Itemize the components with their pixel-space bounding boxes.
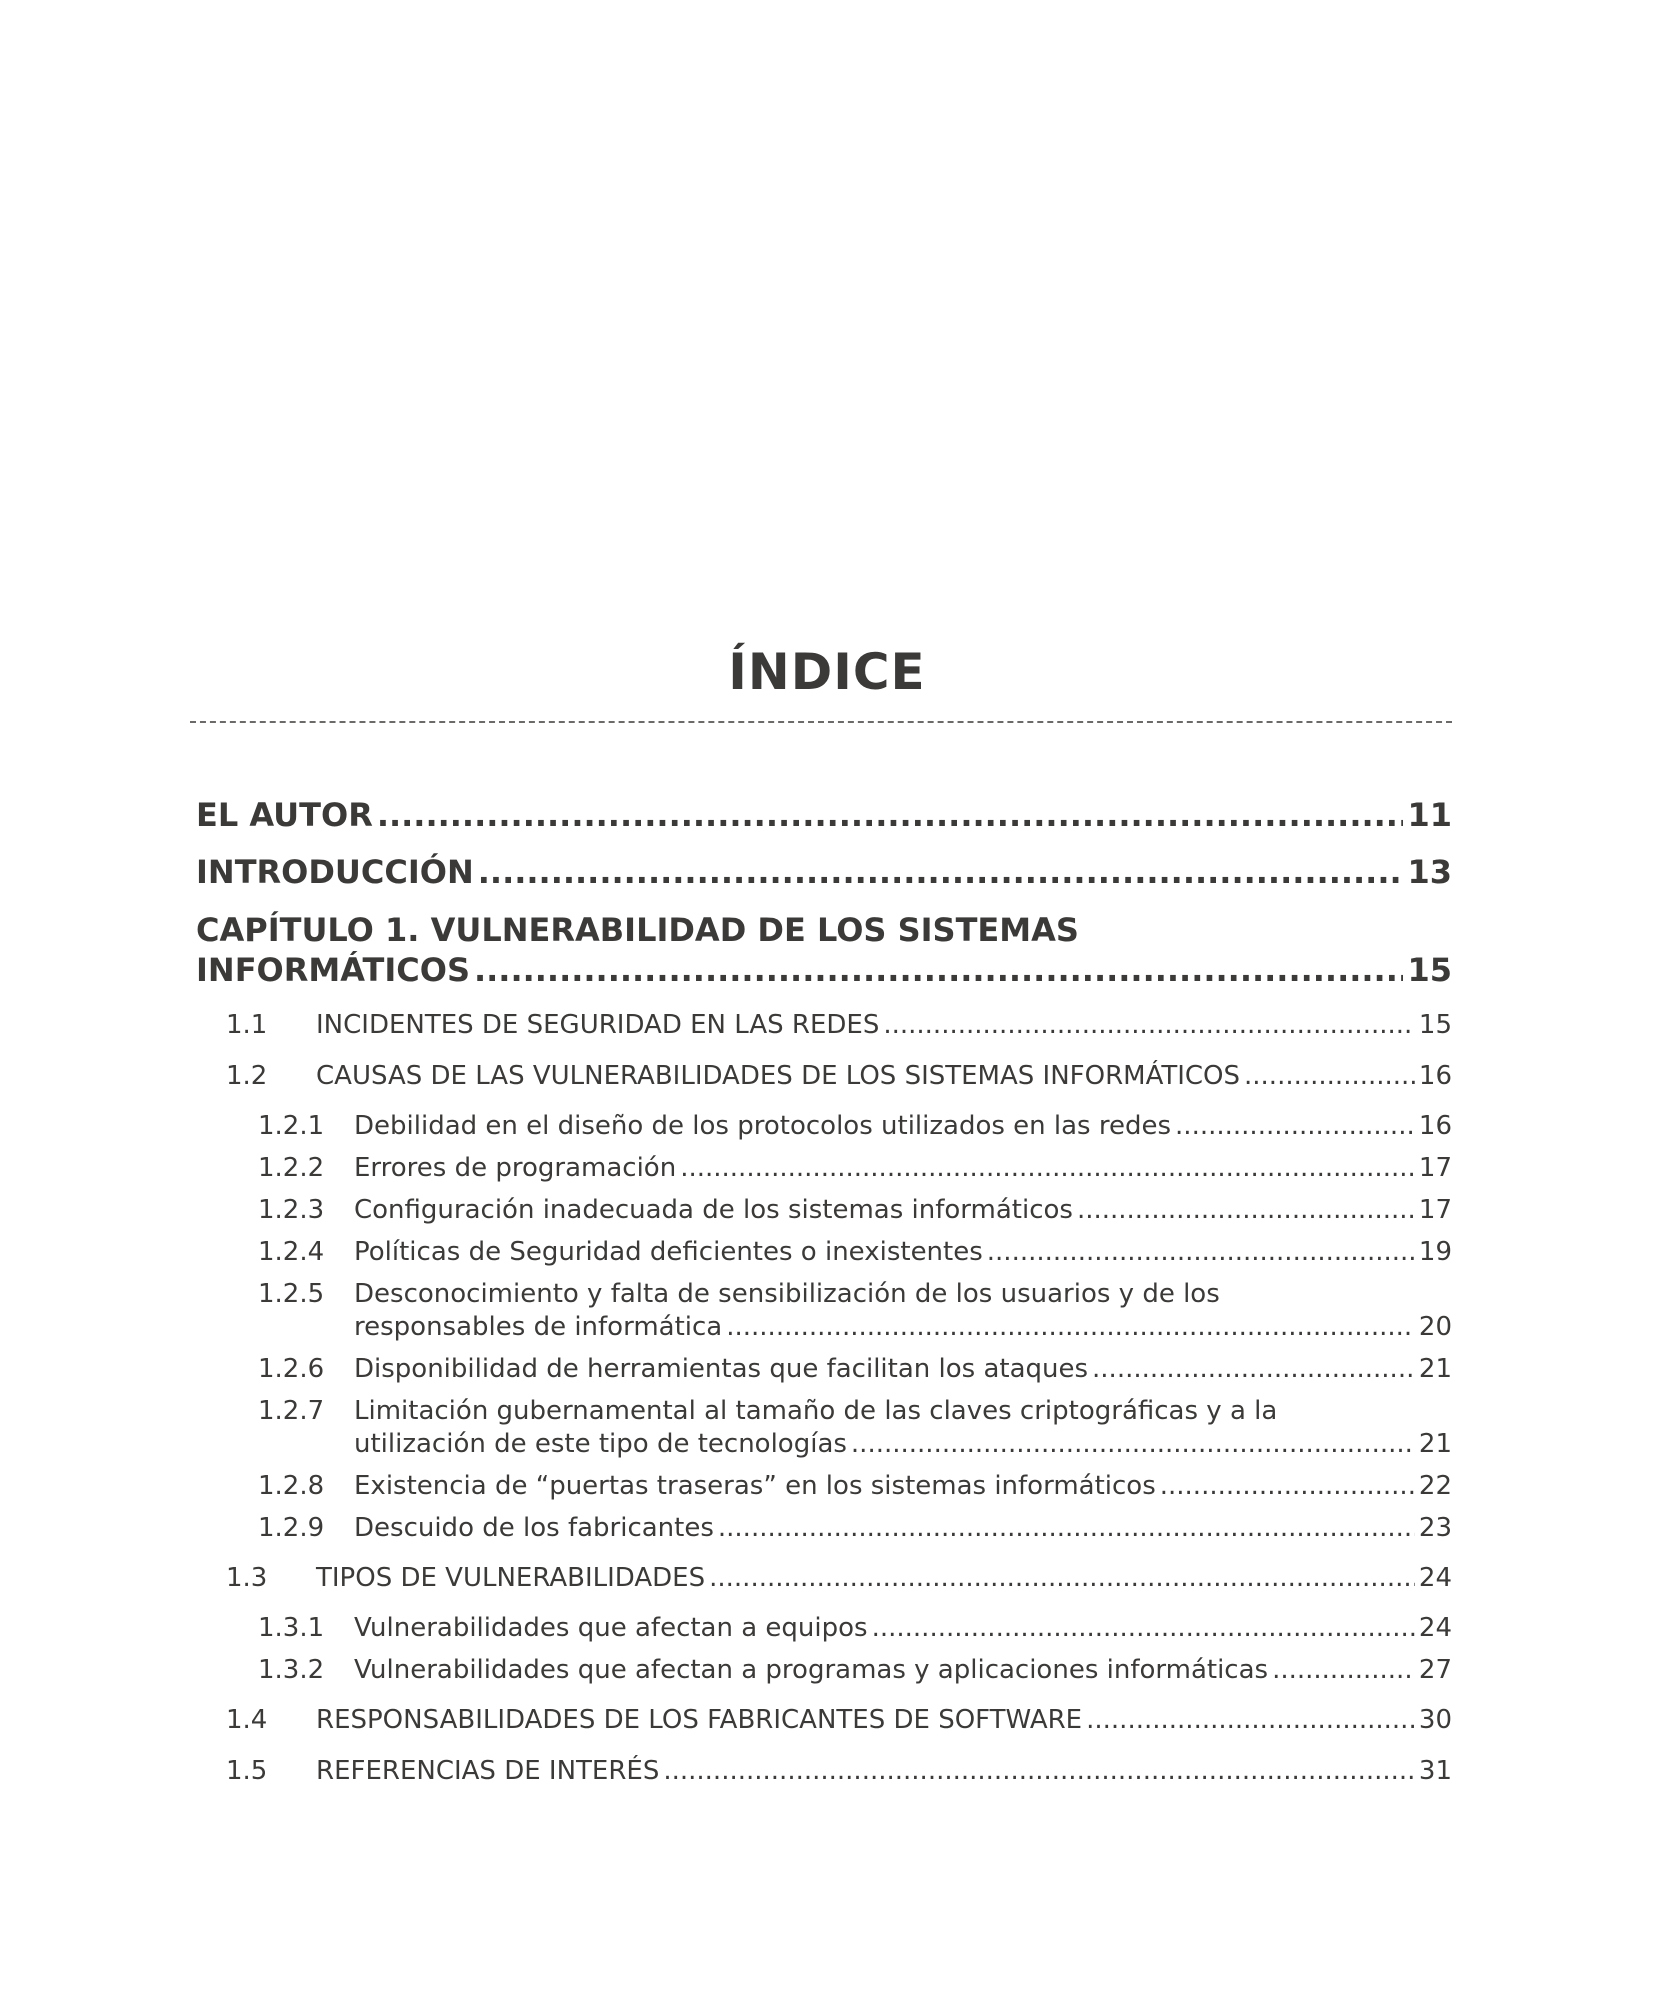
toc-page-number: 17 xyxy=(1418,1195,1452,1225)
toc-number: 1.2 xyxy=(226,1061,268,1091)
toc-leader xyxy=(726,1312,1415,1342)
toc-label: Descuido de los fabricantes xyxy=(354,1513,714,1543)
toc-label: Vulnerabilidades que afectan a equipos xyxy=(354,1613,868,1643)
toc-page-number: 31 xyxy=(1418,1756,1452,1786)
toc-leader xyxy=(718,1513,1415,1543)
toc-label: Debilidad en el diseño de los protocolos utilizados en las redes xyxy=(354,1111,1172,1141)
toc-page-number: 30 xyxy=(1418,1705,1452,1735)
toc-page-number: 21 xyxy=(1418,1354,1452,1384)
toc-leader xyxy=(1175,1111,1415,1141)
toc-leader xyxy=(663,1756,1415,1786)
toc-number: 1.3.2 xyxy=(258,1655,325,1685)
toc-leader xyxy=(709,1563,1415,1593)
toc-number: 1.2.7 xyxy=(258,1396,325,1426)
toc-leader xyxy=(478,853,1404,891)
toc-page-number: 19 xyxy=(1418,1237,1452,1267)
toc-label: CAPÍTULO 1. VULNERABILIDAD DE LOS SISTEMAS xyxy=(196,911,1079,949)
toc-number: 1.5 xyxy=(226,1756,268,1786)
toc-number: 1.2.3 xyxy=(258,1195,325,1225)
toc-page-number: 20 xyxy=(1418,1312,1452,1342)
toc-number: 1.3 xyxy=(226,1563,268,1593)
toc-label: RESPONSABILIDADES DE LOS FABRICANTES DE SOFTWARE xyxy=(316,1705,1083,1735)
page-title: ÍNDICE xyxy=(728,643,926,701)
toc-leader xyxy=(1160,1471,1415,1501)
toc-label: REFERENCIAS DE INTERÉS xyxy=(316,1756,660,1786)
toc-page-number: 16 xyxy=(1418,1061,1452,1091)
toc-leader xyxy=(1244,1061,1415,1091)
toc-leader xyxy=(680,1153,1415,1183)
toc-page-number: 11 xyxy=(1407,796,1452,834)
toc-label: utilización de este tipo de tecnologías xyxy=(354,1429,847,1459)
toc-label: Limitación gubernamental al tamaño de las claves criptográficas y a la xyxy=(354,1396,1278,1426)
toc-label: responsables de informática xyxy=(354,1312,723,1342)
toc-label: EL AUTOR xyxy=(196,796,373,834)
toc-page-number: 15 xyxy=(1418,1010,1452,1040)
toc-leader xyxy=(883,1010,1415,1040)
toc-number: 1.2.2 xyxy=(258,1153,325,1183)
toc-label: Disponibilidad de herramientas que facilitan los ataques xyxy=(354,1354,1089,1384)
toc-label: INFORMÁTICOS xyxy=(196,951,470,989)
toc-leader xyxy=(1077,1195,1415,1225)
toc-page-number: 27 xyxy=(1418,1655,1452,1685)
toc-leader xyxy=(1092,1354,1415,1384)
toc-page-number: 22 xyxy=(1418,1471,1452,1501)
toc-label: TIPOS DE VULNERABILIDADES xyxy=(316,1563,706,1593)
toc-number: 1.2.8 xyxy=(258,1471,325,1501)
toc-page-number: 24 xyxy=(1418,1563,1452,1593)
toc-leader xyxy=(851,1429,1415,1459)
toc-label: Políticas de Seguridad deficientes o inexistentes xyxy=(354,1237,983,1267)
toc-label: Desconocimiento y falta de sensibilización de los usuarios y de los xyxy=(354,1279,1220,1309)
toc-leader xyxy=(987,1237,1415,1267)
toc-page-number: 21 xyxy=(1418,1429,1452,1459)
title-divider xyxy=(190,721,1452,723)
toc-number: 1.4 xyxy=(226,1705,268,1735)
toc-page-number: 24 xyxy=(1418,1613,1452,1643)
toc-page-number: 17 xyxy=(1418,1153,1452,1183)
toc-number: 1.2.1 xyxy=(258,1111,325,1141)
toc-label: INTRODUCCIÓN xyxy=(196,853,474,891)
toc-number: 1.2.4 xyxy=(258,1237,325,1267)
toc-number: 1.1 xyxy=(226,1010,268,1040)
toc-label: Errores de programación xyxy=(354,1153,677,1183)
toc-leader xyxy=(377,796,1404,834)
toc-leader xyxy=(1272,1655,1415,1685)
toc-label: Vulnerabilidades que afectan a programas y aplicaciones informáticas xyxy=(354,1655,1269,1685)
toc-number: 1.2.6 xyxy=(258,1354,325,1384)
toc-page-number: 16 xyxy=(1418,1111,1452,1141)
toc-label: CAUSAS DE LAS VULNERABILIDADES DE LOS SISTEMAS INFORMÁTICOS xyxy=(316,1061,1241,1091)
toc-label: Configuración inadecuada de los sistemas informáticos xyxy=(354,1195,1073,1225)
toc-page-number: 23 xyxy=(1418,1513,1452,1543)
toc-leader xyxy=(1086,1705,1415,1735)
toc-number: 1.2.9 xyxy=(258,1513,325,1543)
toc-label: INCIDENTES DE SEGURIDAD EN LAS REDES xyxy=(316,1010,880,1040)
toc-page-number: 15 xyxy=(1407,951,1452,989)
toc-number: 1.3.1 xyxy=(258,1613,325,1643)
toc-leader xyxy=(474,951,1403,989)
toc-leader xyxy=(872,1613,1415,1643)
toc-label: Existencia de “puertas traseras” en los sistemas informáticos xyxy=(354,1471,1156,1501)
toc-number: 1.2.5 xyxy=(258,1279,325,1309)
toc-page-number: 13 xyxy=(1407,853,1452,891)
